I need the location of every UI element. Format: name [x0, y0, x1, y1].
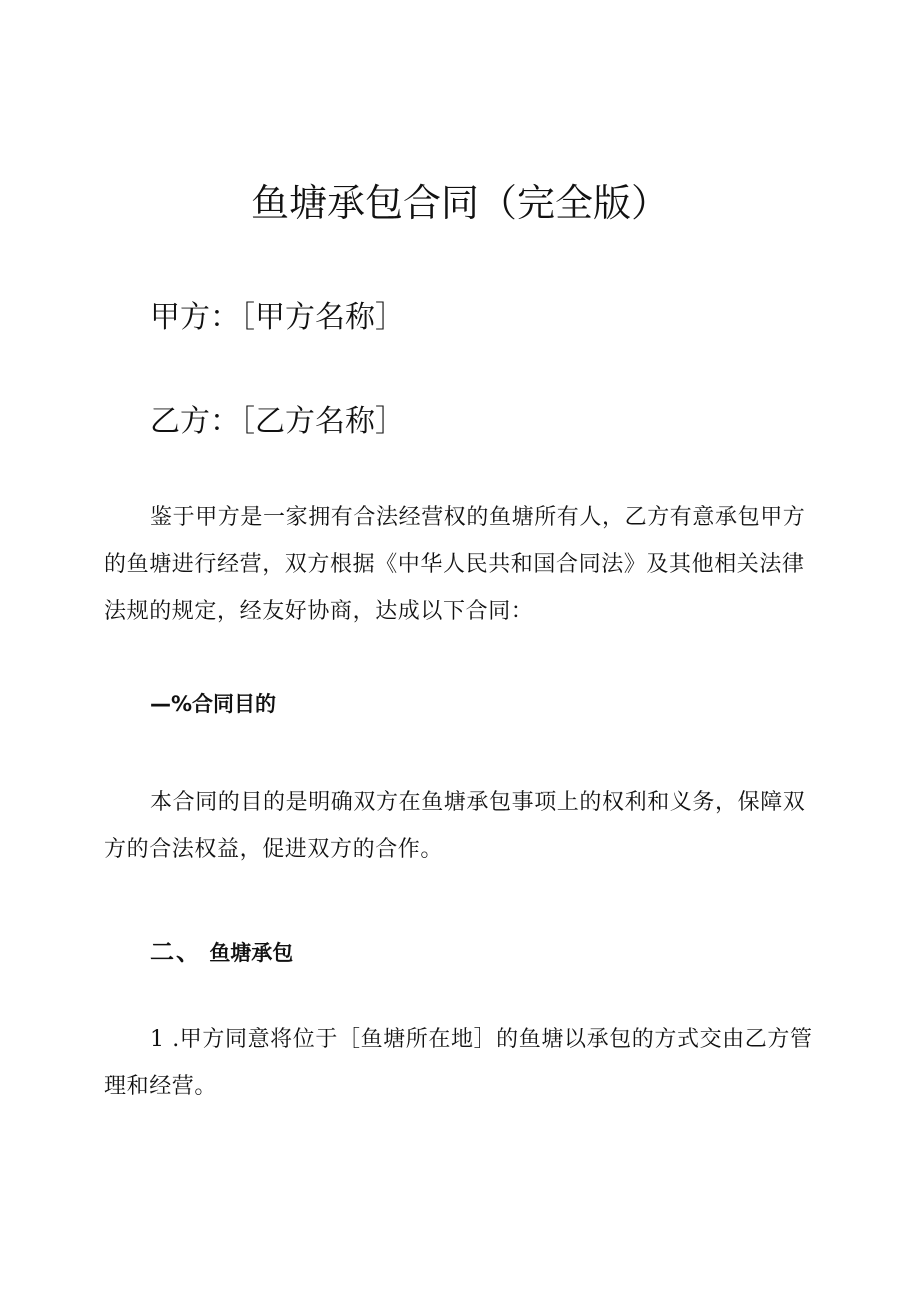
- section-2-number: 二、: [150, 938, 202, 966]
- section-1-body: 本合同的目的是明确双方在鱼塘承包事项上的权利和义务，保障双方的合法权益，促进双方的合作。: [104, 790, 806, 862]
- section-2-title: 鱼塘承包: [209, 941, 294, 965]
- section-2-clause-1: 1 .甲方同意将位于［鱼塘所在地］的鱼塘以承包的方式交由乙方管理和经营。: [104, 1027, 813, 1099]
- party-b-line: 乙方：［乙方名称］: [150, 404, 405, 439]
- preamble-paragraph: 鉴于甲方是一家拥有合法经营权的鱼塘所有人，乙方有意承包甲方的鱼塘进行经营，双方根据《中华人民共和国合同法》及其他相关法律法规的规定，经友好协商，达成以下合同：: [104, 505, 806, 624]
- section-2-heading: [150, 932, 293, 967]
- section-1-heading: —%合同目的: [150, 692, 277, 716]
- party-a-line: 甲方：［甲方名称］: [150, 300, 405, 335]
- document-title: 鱼塘承包合同（完全版）: [250, 181, 669, 225]
